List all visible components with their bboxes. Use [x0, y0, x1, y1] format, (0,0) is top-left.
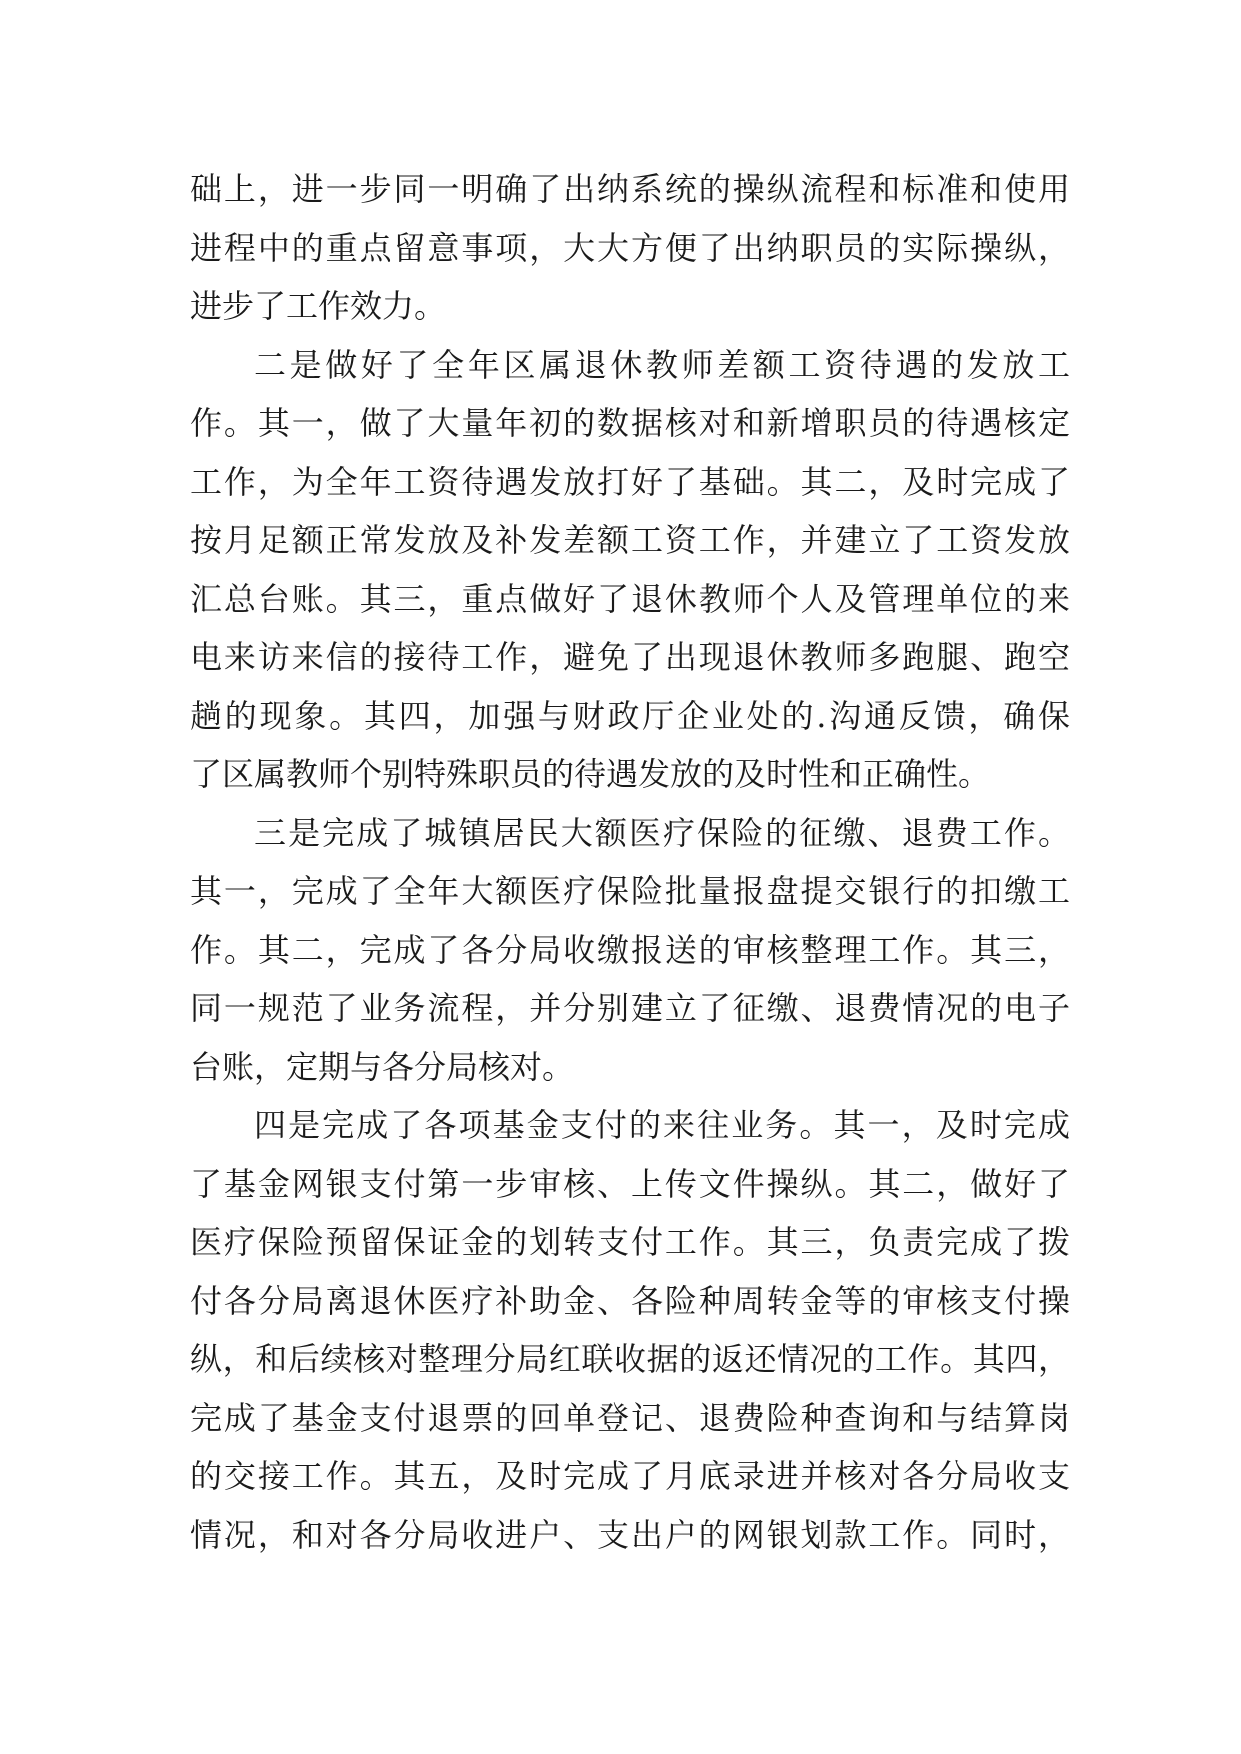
- text-line: 同一规范了业务流程，并分别建立了征缴、退费情况的电子: [190, 989, 1070, 1027]
- text-line: 作。其一，做了大量年初的数据核对和新增职员的待遇核定: [190, 404, 1070, 442]
- body-text: [190, 160, 1070, 1564]
- text-line: 的交接工作。其五，及时完成了月底录进并核对各分局收支: [190, 1457, 1070, 1495]
- text-line: 其一，完成了全年大额医疗保险批量报盘提交银行的扣缴工: [190, 872, 1070, 910]
- text-line: 进步了工作效力。: [190, 287, 447, 325]
- text-line: 了区属教师个别特殊职员的待遇发放的及时性和正确性。: [190, 755, 991, 793]
- text-line: 二是做好了全年区属退休教师差额工资待遇的发放工: [254, 345, 1070, 384]
- text-line: 情况，和对各分局收进户、支出户的网银划款工作。同时，: [190, 1515, 1070, 1554]
- text-line: 趟的现象。其四，加强与财政厅企业处的.沟通反馈，确保: [190, 696, 1070, 735]
- text-line: 台账，定期与各分局核对。: [190, 1047, 575, 1086]
- text-line: 础上，进一步同一明确了出纳系统的操纵流程和标准和使用: [190, 170, 1070, 208]
- text-line: 进程中的重点留意事项，大大方便了出纳职员的实际操纵，: [190, 228, 1070, 267]
- text-line: 作。其二，完成了各分局收缴报送的审核整理工作。其三，: [190, 930, 1070, 969]
- text-line: 了基金网银支付第一步审核、上传文件操纵。其二，做好了: [190, 1164, 1070, 1203]
- text-line: 工作，为全年工资待遇发放打好了基础。其二，及时完成了: [190, 462, 1070, 501]
- text-line: 纵，和后续核对整理分局红联收据的返还情况的工作。其四，: [190, 1340, 1070, 1378]
- text-line: 电来访来信的接待工作，避免了出现退休教师多跑腿、跑空: [190, 638, 1070, 676]
- text-line: 医疗保险预留保证金的划转支付工作。其三，负责完成了拨: [190, 1223, 1070, 1261]
- text-line: 四是完成了各项基金支付的来往业务。其一，及时完成: [254, 1106, 1070, 1144]
- text-line: 三是完成了城镇居民大额医疗保险的征缴、退费工作。: [254, 813, 1070, 852]
- text-line: 按月足额正常发放及补发差额工资工作，并建立了工资发放: [190, 521, 1070, 559]
- text-line: 汇总台账。其三，重点做好了退休教师个人及管理单位的来: [190, 579, 1070, 618]
- text-line: 完成了基金支付退票的回单登记、退费险种查询和与结算岗: [190, 1398, 1070, 1437]
- text-line: 付各分局离退休医疗补助金、各险种周转金等的审核支付操: [190, 1281, 1070, 1320]
